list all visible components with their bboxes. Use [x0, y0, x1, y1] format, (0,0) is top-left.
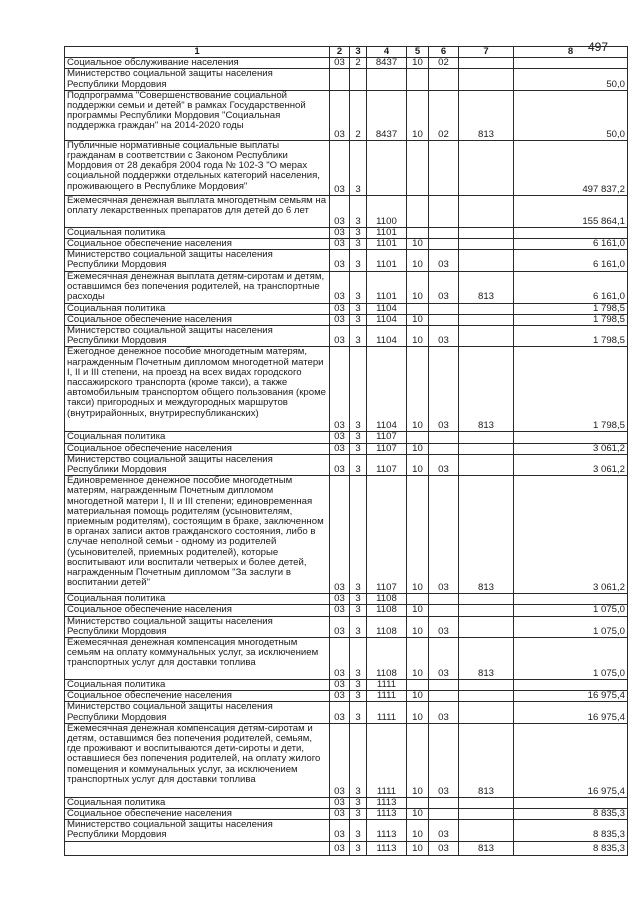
cell-name: Министерство социальной защиты населения Республики Мордовия — [65, 702, 330, 723]
cell-col-4: 1107 — [367, 443, 407, 454]
cell-amount: 497 837,2 — [514, 140, 628, 195]
cell-col-7: 813 — [459, 347, 514, 432]
col-header-7: 7 — [459, 47, 514, 58]
cell-col-5 — [407, 680, 429, 691]
cell-col-3: 3 — [350, 691, 367, 702]
cell-col-6 — [429, 227, 459, 238]
cell-col-2: 03 — [330, 250, 350, 271]
cell-amount: 8 835,3 — [514, 841, 628, 855]
cell-col-6 — [429, 140, 459, 195]
cell-col-2: 03 — [330, 691, 350, 702]
cell-amount: 8 835,3 — [514, 809, 628, 820]
cell-col-4: 1111 — [367, 691, 407, 702]
cell-col-5: 10 — [407, 454, 429, 475]
table-row — [65, 476, 628, 594]
cell-col-2: 03 — [330, 271, 350, 303]
cell-col-2: 03 — [330, 303, 350, 314]
cell-col-6: 03 — [429, 454, 459, 475]
cell-col-3: 3 — [350, 443, 367, 454]
cell-col-4: 1104 — [367, 303, 407, 314]
cell-col-6 — [429, 195, 459, 227]
cell-col-5: 10 — [407, 476, 429, 594]
cell-col-4: 1111 — [367, 723, 407, 797]
table-row — [65, 723, 628, 797]
cell-col-2: 03 — [330, 227, 350, 238]
cell-name: Министерство социальной защиты населения Республики Мордовия — [65, 454, 330, 475]
cell-amount: 6 161,0 — [514, 239, 628, 250]
cell-col-2: 03 — [330, 476, 350, 594]
cell-col-7 — [459, 691, 514, 702]
cell-name: Социальная политика — [65, 680, 330, 691]
cell-col-4 — [367, 69, 407, 90]
col-header-2: 2 — [330, 47, 350, 58]
cell-col-7 — [459, 250, 514, 271]
cell-col-3 — [350, 69, 367, 90]
cell-name: Социальное обеспечение населения — [65, 809, 330, 820]
cell-col-4: 1108 — [367, 616, 407, 637]
cell-col-4: 1113 — [367, 797, 407, 808]
table-row — [65, 820, 628, 841]
cell-col-5: 10 — [407, 58, 429, 69]
cell-col-7 — [459, 443, 514, 454]
cell-name: Министерство социальной защиты населения Республики Мордовия — [65, 250, 330, 271]
cell-col-4: 1108 — [367, 605, 407, 616]
cell-col-2: 03 — [330, 454, 350, 475]
table-header-row — [65, 47, 628, 58]
cell-col-3: 3 — [350, 594, 367, 605]
cell-col-7 — [459, 195, 514, 227]
cell-col-5: 10 — [407, 90, 429, 140]
col-header-1: 1 — [65, 47, 330, 58]
cell-col-4: 1111 — [367, 702, 407, 723]
cell-col-7 — [459, 303, 514, 314]
cell-name: Ежегодное денежное пособие многодетным матерям, награжденным Почетным дипломом многодетной матери I, II и III степени, на проезд на всех видах городского пассажирского транспорта (кроме такси), а также автомобильным транспортом общего пользования (кроме такси) пригородных и междугородных маршрутов (внутрирайонных, внутриреспубликанских) — [65, 347, 330, 432]
cell-col-5: 10 — [407, 723, 429, 797]
cell-col-2: 03 — [330, 797, 350, 808]
cell-col-2: 03 — [330, 605, 350, 616]
budget-table — [64, 46, 628, 856]
cell-col-7 — [459, 605, 514, 616]
cell-col-6: 03 — [429, 723, 459, 797]
cell-col-5: 10 — [407, 271, 429, 303]
cell-col-2: 03 — [330, 239, 350, 250]
cell-col-3: 3 — [350, 347, 367, 432]
cell-col-2: 03 — [330, 443, 350, 454]
cell-col-7 — [459, 326, 514, 347]
cell-amount — [514, 680, 628, 691]
cell-col-2: 03 — [330, 326, 350, 347]
cell-col-7: 813 — [459, 90, 514, 140]
cell-col-5: 10 — [407, 841, 429, 855]
cell-col-4: 1101 — [367, 250, 407, 271]
cell-name: Ежемесячная денежная компенсация детям-сиротам и детям, оставшимся без попечения родителей, семьям, где проживают и воспитываются дети-сироты и дети, оставшиеся без попечения родителей, на оплату жилого помещения и коммунальных услуг, за исключением транспортных услуг для доставки топлива — [65, 723, 330, 797]
cell-col-7 — [459, 454, 514, 475]
cell-col-4: 1107 — [367, 432, 407, 443]
cell-col-4: 1113 — [367, 841, 407, 855]
cell-col-6: 03 — [429, 326, 459, 347]
cell-name — [65, 841, 330, 855]
cell-col-5: 10 — [407, 314, 429, 325]
cell-col-7 — [459, 227, 514, 238]
cell-name: Министерство социальной защиты населения Республики Мордовия — [65, 326, 330, 347]
cell-name: Ежемесячная денежная выплата многодетным семьям на оплату лекарственных препаратов для детей до 6 лет — [65, 195, 330, 227]
cell-col-7 — [459, 314, 514, 325]
cell-name: Ежемесячная денежная компенсация многодетным семьям на оплату коммунальных услуг, за исключением транспортных услуг для доставки топлива — [65, 638, 330, 680]
cell-name: Социальная политика — [65, 303, 330, 314]
cell-col-6 — [429, 443, 459, 454]
cell-col-4: 8437 — [367, 58, 407, 69]
cell-col-5: 10 — [407, 250, 429, 271]
cell-col-4: 1111 — [367, 680, 407, 691]
cell-col-2: 03 — [330, 314, 350, 325]
table-row — [65, 250, 628, 271]
cell-col-4: 1100 — [367, 195, 407, 227]
cell-amount: 1 075,0 — [514, 616, 628, 637]
cell-col-7 — [459, 820, 514, 841]
table-row — [65, 326, 628, 347]
cell-col-4: 1101 — [367, 271, 407, 303]
cell-name: Социальное обеспечение населения — [65, 239, 330, 250]
cell-col-2: 03 — [330, 58, 350, 69]
cell-amount: 3 061,2 — [514, 443, 628, 454]
cell-col-2: 03 — [330, 702, 350, 723]
cell-name: Министерство социальной защиты населения Республики Мордовия — [65, 820, 330, 841]
cell-amount: 1 075,0 — [514, 605, 628, 616]
cell-col-6 — [429, 432, 459, 443]
cell-amount: 50,0 — [514, 69, 628, 90]
cell-col-7 — [459, 58, 514, 69]
cell-amount: 16 975,4 — [514, 723, 628, 797]
cell-col-7 — [459, 702, 514, 723]
table-row — [65, 90, 628, 140]
cell-col-7: 813 — [459, 841, 514, 855]
cell-col-5: 10 — [407, 239, 429, 250]
cell-col-4: 1108 — [367, 638, 407, 680]
table-row — [65, 638, 628, 680]
cell-amount: 3 061,2 — [514, 476, 628, 594]
cell-col-5 — [407, 303, 429, 314]
cell-col-5: 10 — [407, 702, 429, 723]
table-row — [65, 841, 628, 855]
cell-col-3: 3 — [350, 250, 367, 271]
cell-col-5: 10 — [407, 443, 429, 454]
cell-name: Социальное обеспечение населения — [65, 314, 330, 325]
table-row — [65, 797, 628, 808]
cell-col-6: 03 — [429, 820, 459, 841]
cell-col-5 — [407, 432, 429, 443]
table-body — [65, 58, 628, 855]
cell-col-6 — [429, 594, 459, 605]
col-header-8: 8 — [514, 47, 628, 58]
table-row — [65, 239, 628, 250]
cell-col-7 — [459, 809, 514, 820]
cell-col-6 — [429, 69, 459, 90]
cell-name: Социальная политика — [65, 797, 330, 808]
cell-col-6 — [429, 809, 459, 820]
cell-amount: 1 798,5 — [514, 326, 628, 347]
table-row — [65, 616, 628, 637]
cell-col-4: 1108 — [367, 594, 407, 605]
cell-amount: 1 075,0 — [514, 638, 628, 680]
cell-col-4: 1104 — [367, 314, 407, 325]
cell-col-4: 1113 — [367, 809, 407, 820]
cell-col-3: 3 — [350, 239, 367, 250]
cell-name: Социальная политика — [65, 594, 330, 605]
cell-col-2: 03 — [330, 594, 350, 605]
cell-col-5: 10 — [407, 691, 429, 702]
cell-col-3: 3 — [350, 797, 367, 808]
cell-col-3: 3 — [350, 303, 367, 314]
cell-name: Социальное обслуживание населения — [65, 58, 330, 69]
table-row — [65, 691, 628, 702]
cell-col-6: 03 — [429, 271, 459, 303]
table-row — [65, 58, 628, 69]
cell-col-6 — [429, 691, 459, 702]
table-row — [65, 314, 628, 325]
table-row — [65, 303, 628, 314]
cell-col-5: 10 — [407, 809, 429, 820]
cell-col-7 — [459, 797, 514, 808]
cell-col-2: 03 — [330, 723, 350, 797]
cell-col-6: 03 — [429, 638, 459, 680]
cell-name: Единовременное денежное пособие многодетным матерям, награжденным Почетным дипломом многодетной матери I, II и III степени; единовременная материальная помощь родителям (усыновителям, приемным родителям), состоящим в браке, заключенном в органах записи актов гражданского состояния, либо в случае неполной семьи - одному из родителей (усыновителей, приемных родителей), которые воспитывают или воспитали четверых и более детей, награжденным Почетным дипломом "За заслуги в воспитании детей" — [65, 476, 330, 594]
cell-amount: 16 975,4 — [514, 702, 628, 723]
cell-col-7: 813 — [459, 638, 514, 680]
cell-name: Социальное обеспечение населения — [65, 691, 330, 702]
cell-col-5 — [407, 69, 429, 90]
cell-col-2: 03 — [330, 90, 350, 140]
cell-col-3: 3 — [350, 605, 367, 616]
cell-col-6 — [429, 303, 459, 314]
cell-col-3: 2 — [350, 58, 367, 69]
cell-name: Социальная политика — [65, 227, 330, 238]
cell-col-7 — [459, 594, 514, 605]
cell-col-5 — [407, 227, 429, 238]
cell-col-2: 03 — [330, 638, 350, 680]
cell-col-2: 03 — [330, 616, 350, 637]
col-header-4: 4 — [367, 47, 407, 58]
cell-col-4: 1101 — [367, 227, 407, 238]
cell-col-2: 03 — [330, 140, 350, 195]
cell-col-5: 10 — [407, 638, 429, 680]
cell-col-7: 813 — [459, 271, 514, 303]
table-row — [65, 140, 628, 195]
table-row — [65, 809, 628, 820]
cell-col-7 — [459, 680, 514, 691]
table-row — [65, 432, 628, 443]
cell-amount: 50,0 — [514, 90, 628, 140]
cell-col-6: 03 — [429, 702, 459, 723]
cell-col-4: 1113 — [367, 820, 407, 841]
cell-col-5: 10 — [407, 326, 429, 347]
cell-col-5: 10 — [407, 616, 429, 637]
cell-col-3: 2 — [350, 90, 367, 140]
cell-col-3: 3 — [350, 702, 367, 723]
cell-col-6: 02 — [429, 90, 459, 140]
cell-name: Публичные нормативные социальные выплаты гражданам в соответствии с Законом Республики Мордовия от 28 декабря 2004 года № 102-З "О мерах социальной поддержки отдельных категорий населения, проживающего в Республике Мордовия" — [65, 140, 330, 195]
cell-col-4: 1107 — [367, 454, 407, 475]
cell-amount: 1 798,5 — [514, 303, 628, 314]
cell-col-3: 3 — [350, 326, 367, 347]
cell-col-6: 03 — [429, 250, 459, 271]
table-row — [65, 69, 628, 90]
page-number: 497 — [588, 40, 609, 54]
cell-col-6 — [429, 605, 459, 616]
cell-name: Министерство социальной защиты населения Республики Мордовия — [65, 616, 330, 637]
cell-amount — [514, 58, 628, 69]
cell-col-3: 3 — [350, 227, 367, 238]
cell-col-3: 3 — [350, 140, 367, 195]
cell-col-6: 03 — [429, 347, 459, 432]
cell-col-6 — [429, 239, 459, 250]
cell-col-5: 10 — [407, 820, 429, 841]
cell-col-5 — [407, 594, 429, 605]
cell-col-3: 3 — [350, 616, 367, 637]
cell-col-6: 03 — [429, 476, 459, 594]
table-row — [65, 594, 628, 605]
cell-amount — [514, 797, 628, 808]
table-row — [65, 347, 628, 432]
cell-col-3: 3 — [350, 314, 367, 325]
cell-col-4: 1107 — [367, 476, 407, 594]
cell-col-2 — [330, 69, 350, 90]
table-row — [65, 454, 628, 475]
table-row — [65, 195, 628, 227]
cell-col-3: 3 — [350, 476, 367, 594]
table-row — [65, 443, 628, 454]
cell-col-7: 813 — [459, 476, 514, 594]
cell-col-6 — [429, 680, 459, 691]
cell-col-2: 03 — [330, 820, 350, 841]
cell-col-5 — [407, 195, 429, 227]
table-row — [65, 702, 628, 723]
cell-col-6: 02 — [429, 58, 459, 69]
cell-col-7 — [459, 140, 514, 195]
cell-amount: 6 161,0 — [514, 250, 628, 271]
cell-col-4: 1101 — [367, 239, 407, 250]
cell-col-7 — [459, 432, 514, 443]
cell-col-4: 8437 — [367, 90, 407, 140]
cell-amount: 6 161,0 — [514, 271, 628, 303]
cell-col-3: 3 — [350, 723, 367, 797]
cell-col-2: 03 — [330, 680, 350, 691]
cell-col-3: 3 — [350, 638, 367, 680]
cell-col-2: 03 — [330, 195, 350, 227]
cell-col-4: 1104 — [367, 347, 407, 432]
col-header-6: 6 — [429, 47, 459, 58]
cell-col-5 — [407, 797, 429, 808]
col-header-3: 3 — [350, 47, 367, 58]
cell-name: Социальная политика — [65, 432, 330, 443]
cell-amount: 1 798,5 — [514, 347, 628, 432]
table-row — [65, 271, 628, 303]
cell-name: Подпрограмма "Совершенствование социальной поддержки семьи и детей" в рамках Государственной программы Республики Мордовия "Социальная поддержка граждан" на 2014-2020 годы — [65, 90, 330, 140]
cell-name: Социальное обеспечение населения — [65, 443, 330, 454]
cell-amount: 155 864,1 — [514, 195, 628, 227]
cell-col-6: 03 — [429, 616, 459, 637]
cell-col-6 — [429, 797, 459, 808]
cell-col-3: 3 — [350, 841, 367, 855]
cell-col-5: 10 — [407, 605, 429, 616]
cell-col-7: 813 — [459, 723, 514, 797]
cell-col-3: 3 — [350, 271, 367, 303]
cell-col-3: 3 — [350, 820, 367, 841]
cell-amount: 1 798,5 — [514, 314, 628, 325]
cell-col-6 — [429, 314, 459, 325]
cell-amount: 16 975,4 — [514, 691, 628, 702]
cell-amount — [514, 594, 628, 605]
cell-col-3: 3 — [350, 454, 367, 475]
cell-col-5: 10 — [407, 347, 429, 432]
cell-col-7 — [459, 616, 514, 637]
cell-col-5 — [407, 140, 429, 195]
cell-name: Ежемесячная денежная выплата детям-сиротам и детям, оставшимся без попечения родителей, на транспортные расходы — [65, 271, 330, 303]
cell-col-2: 03 — [330, 432, 350, 443]
col-header-5: 5 — [407, 47, 429, 58]
cell-amount — [514, 227, 628, 238]
cell-col-3: 3 — [350, 680, 367, 691]
cell-col-2: 03 — [330, 809, 350, 820]
cell-name: Министерство социальной защиты населения Республики Мордовия — [65, 69, 330, 90]
table-row — [65, 605, 628, 616]
cell-col-3: 3 — [350, 432, 367, 443]
cell-col-7 — [459, 69, 514, 90]
cell-col-3: 3 — [350, 809, 367, 820]
cell-col-4 — [367, 140, 407, 195]
cell-amount: 3 061,2 — [514, 454, 628, 475]
cell-col-2: 03 — [330, 841, 350, 855]
table-row — [65, 227, 628, 238]
cell-col-6: 03 — [429, 841, 459, 855]
cell-col-4: 1104 — [367, 326, 407, 347]
table-row — [65, 680, 628, 691]
cell-amount: 8 835,3 — [514, 820, 628, 841]
cell-col-2: 03 — [330, 347, 350, 432]
cell-name: Социальное обеспечение населения — [65, 605, 330, 616]
cell-col-7 — [459, 239, 514, 250]
cell-amount — [514, 432, 628, 443]
cell-col-3: 3 — [350, 195, 367, 227]
